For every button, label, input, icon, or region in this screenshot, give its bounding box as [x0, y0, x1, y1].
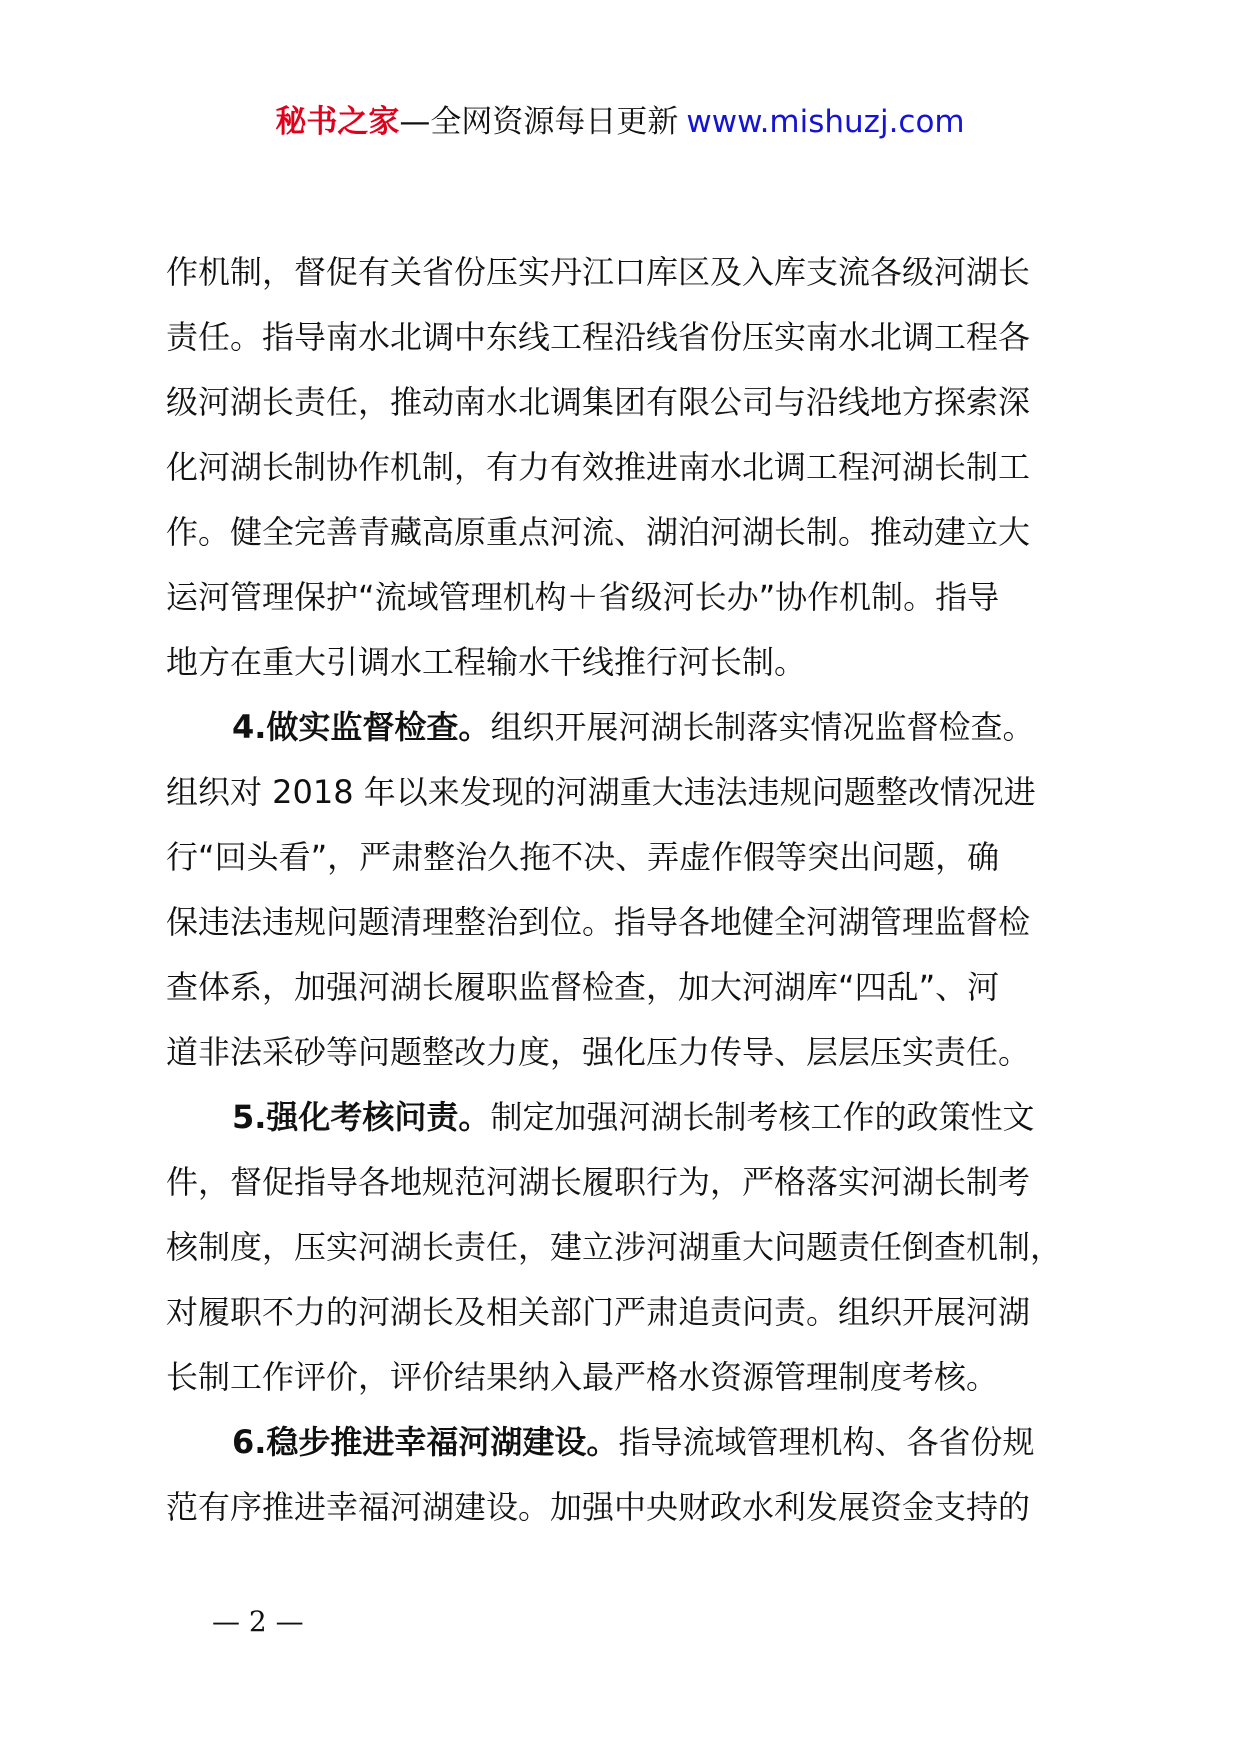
text-line: 核制度，压实河湖长责任，建立涉河湖重大问题责任倒查机制，	[166, 1228, 1063, 1266]
text-line: 件，督促指导各地规范河湖长履职行为，严格落实河湖长制考	[166, 1163, 1031, 1201]
page-number: — 2 —	[212, 1605, 304, 1638]
text-line: 道非法采砂等问题整改力度，强化压力传导、层层压实责任。	[166, 1033, 1031, 1071]
text-line: 作。健全完善青藏高原重点河流、湖泊河湖长制。推动建立大	[166, 513, 1031, 551]
line-text: 指导流域管理机构、各省份规	[618, 1423, 1035, 1461]
text-line: 对履职不力的河湖长及相关部门严肃追责问责。组织开展河湖	[166, 1293, 1031, 1331]
paragraph-assessment-accountability	[166, 1085, 1086, 1410]
paragraph-happy-rivers-lakes	[166, 1410, 1086, 1540]
paragraph	[166, 240, 1086, 695]
text-line	[166, 1085, 1086, 1150]
text-line: 地方在重大引调水工程输水干线推行河长制。	[166, 643, 807, 681]
text-line: 行“回头看”，严肃整治久拖不决、弄虚作假等突出问题，确	[166, 838, 1000, 876]
text-line: 责任。指导南水北调中东线工程沿线省份压实南水北调工程各	[166, 318, 1031, 356]
text-line: 保违法违规问题清理整治到位。指导各地健全河湖管理监督检	[166, 903, 1031, 941]
text-line: 组织对 2018 年以来发现的河湖重大违法违规问题整改情况进	[166, 773, 1036, 811]
site-url[interactable]: www.mishuzj.com	[686, 104, 965, 140]
section-heading: 5.强化考核问责。	[232, 1098, 491, 1136]
text-line	[166, 695, 1086, 760]
text-line: 作机制，督促有关省份压实丹江口库区及入库支流各级河湖长	[166, 253, 1031, 291]
section-heading: 4.做实监督检查。	[232, 708, 491, 746]
text-line: 查体系，加强河湖长履职监督检查，加大河湖库“四乱”、河	[166, 968, 1000, 1006]
text-line: 运河管理保护“流域管理机构＋省级河长办”协作机制。指导	[166, 578, 1000, 616]
text-line: 级河湖长责任，推动南水北调集团有限公司与沿线地方探索深	[166, 383, 1031, 421]
site-header	[0, 100, 1240, 144]
document-body	[166, 240, 1086, 1540]
text-line: 化河湖长制协作机制，有力有效推进南水北调工程河湖长制工	[166, 448, 1031, 486]
brand-name: 秘书之家	[275, 104, 400, 140]
section-heading: 6.稳步推进幸福河湖建设。	[232, 1423, 619, 1461]
site-tagline: —全网资源每日更新	[399, 104, 679, 140]
text-line: 长制工作评价，评价结果纳入最严格水资源管理制度考核。	[166, 1358, 999, 1396]
line-text: 制定加强河湖长制考核工作的政策性文	[490, 1098, 1035, 1136]
line-text: 组织开展河湖长制落实情况监督检查。	[490, 708, 1035, 746]
paragraph-supervision-inspection	[166, 695, 1086, 1085]
text-line	[166, 1410, 1086, 1475]
text-line: 范有序推进幸福河湖建设。加强中央财政水利发展资金支持的	[166, 1488, 1031, 1526]
